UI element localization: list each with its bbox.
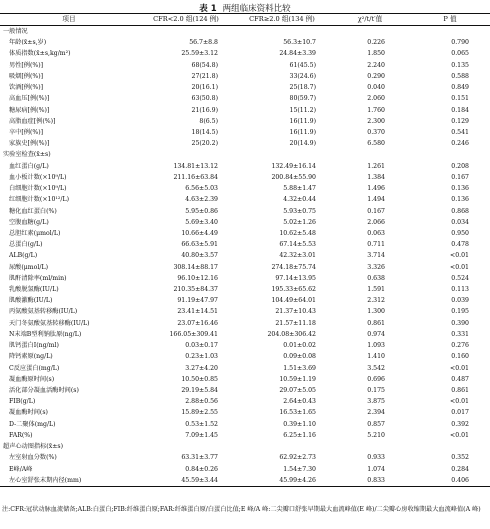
cell-p-value: 0.950 xyxy=(451,229,469,237)
cell-group-high: 21.57±11.18 xyxy=(275,319,316,327)
cell-p-value: 0.136 xyxy=(451,196,469,204)
cell-statistic: 2.060 xyxy=(367,95,385,103)
table-row xyxy=(0,82,490,93)
table-row xyxy=(0,138,490,149)
row-label: 空腹血糖(g/L) xyxy=(9,218,49,226)
cell-group-low: 23.41±14.51 xyxy=(177,308,218,316)
cell-group-low: 21(16.9) xyxy=(191,106,218,114)
cell-group-high: 2.64±0.43 xyxy=(283,398,316,406)
table-row xyxy=(0,105,490,116)
cell-p-value: 0.284 xyxy=(451,465,469,473)
cell-statistic: 0.696 xyxy=(367,375,385,383)
cell-group-low: 20(16.1) xyxy=(191,84,218,92)
table-row xyxy=(0,273,490,284)
cell-p-value: 0.331 xyxy=(451,330,469,338)
cell-group-low: 68(54.8) xyxy=(191,61,218,69)
cell-group-high: 4.32±0.44 xyxy=(283,196,316,204)
header-statistic: χ²/t/t′值 xyxy=(330,14,410,26)
row-label: 肌酐清除率(ml/min) xyxy=(9,274,67,282)
cell-p-value: 0.524 xyxy=(451,274,469,282)
table-row xyxy=(0,464,490,475)
cell-group-high xyxy=(234,26,330,38)
row-label: 体质指数(x̄±s,kg/m²) xyxy=(9,50,71,58)
row-label: 卒中[例(%)] xyxy=(9,128,44,136)
cell-p-value: <0.01 xyxy=(450,431,469,439)
cell-group-low: 96.10±12.16 xyxy=(177,274,218,282)
cell-group-high: 16(11.9) xyxy=(289,128,316,136)
table-row xyxy=(0,262,490,273)
cell-group-low xyxy=(138,26,234,38)
header-item: 项目 xyxy=(0,14,138,26)
section-row xyxy=(0,26,490,38)
row-label: 天门冬氨酸氨基转移酶(IU/L) xyxy=(9,319,90,327)
section-row xyxy=(0,149,490,160)
cell-statistic xyxy=(330,26,410,38)
row-label: 年龄(x̄±s,岁) xyxy=(9,39,47,47)
table-row xyxy=(0,396,490,407)
cell-p-value: 0.034 xyxy=(451,218,469,226)
cell-p-value: <0.01 xyxy=(450,252,469,260)
cell-p-value: 0.790 xyxy=(451,39,469,47)
cell-statistic xyxy=(330,441,410,452)
table-row xyxy=(0,116,490,127)
table-footnote: 注:CFR:冠状动脉血流储备;ALB:白蛋白;FIB:纤维蛋白原;FAR:纤维蛋白原/白蛋白比值;E 峰/A 峰:二尖瓣口舒张早期最大血流峰值(E 峰)/二尖瓣心房收缩期最大血流峰值(A 峰) xyxy=(2,506,481,513)
row-label: N末端B型利钠肽原(ng/L) xyxy=(9,330,82,338)
table-row xyxy=(0,419,490,430)
cell-group-low: 25.59±3.12 xyxy=(181,50,218,58)
cell-group-low: 0.53±1.52 xyxy=(185,420,218,428)
header-group-high: CFR≥2.0 组(134 例) xyxy=(234,14,330,26)
cell-group-high: 97.14±13.95 xyxy=(275,274,316,282)
cell-group-low: 29.19±5.84 xyxy=(181,387,218,394)
row-label: FIB(g/L) xyxy=(9,398,36,406)
cell-group-low: 63(50.8) xyxy=(191,95,218,103)
row-label: FAR(%) xyxy=(9,431,33,439)
cell-group-low: 66.63±5.91 xyxy=(181,241,218,249)
cell-group-high: 20(14.9) xyxy=(289,140,316,148)
cell-group-high: 5.02±1.26 xyxy=(283,218,316,226)
row-label: 血小板计数(×10⁹/L) xyxy=(9,173,67,181)
row-label: 活化部分凝血活酶时间(s) xyxy=(9,387,79,394)
cell-group-high: 16.53±1.65 xyxy=(279,409,316,417)
table-row xyxy=(0,194,490,205)
row-label: 左室射血分数(%) xyxy=(9,454,57,462)
table-row xyxy=(0,183,490,194)
cell-group-high: 56.3±10.7 xyxy=(283,39,316,47)
row-label: 高血压[例(%)] xyxy=(9,95,50,103)
row-label: 总胆红素(μmol/L) xyxy=(9,229,61,237)
table-row xyxy=(0,93,490,104)
cell-group-high xyxy=(234,149,330,160)
table-row xyxy=(0,363,490,374)
cell-p-value: 0.160 xyxy=(451,353,469,361)
cell-group-high: 10.59±1.19 xyxy=(279,375,316,383)
table-row xyxy=(0,48,490,59)
row-label: 肌酸激酶(IU/L) xyxy=(9,297,53,305)
cell-statistic: 1.384 xyxy=(367,173,385,181)
cell-p-value: 0.246 xyxy=(451,140,469,148)
table-row xyxy=(0,37,490,48)
table-container xyxy=(0,13,490,487)
cell-p-value: 0.541 xyxy=(451,128,469,136)
row-label: 乳酸脱氢酶(IU/L) xyxy=(9,286,59,294)
cell-group-low: 63.31±3.77 xyxy=(181,454,218,462)
table-row xyxy=(0,228,490,239)
cell-group-high: 45.99±4.26 xyxy=(234,475,330,487)
cell-statistic: 2.066 xyxy=(367,218,385,226)
cell-group-high xyxy=(234,441,330,452)
table-row xyxy=(0,60,490,71)
cell-p-value: 0.406 xyxy=(410,475,490,487)
table-body xyxy=(0,26,490,487)
cell-statistic: 0.175 xyxy=(367,387,385,394)
row-label: 总蛋白(g/L) xyxy=(9,241,43,249)
table-row xyxy=(0,71,490,82)
table-row xyxy=(0,329,490,340)
cell-p-value: 0.151 xyxy=(451,95,469,103)
table-row xyxy=(0,127,490,138)
table-row xyxy=(0,374,490,385)
cell-statistic: 0.833 xyxy=(330,475,410,487)
table-row xyxy=(0,452,490,463)
table-row xyxy=(0,407,490,418)
cell-group-low: 23.07±16.46 xyxy=(177,319,218,327)
cell-group-high: 5.93±0.75 xyxy=(283,207,316,215)
row-label: 高脂血症[例(%)] xyxy=(9,117,56,125)
cell-statistic: 2.240 xyxy=(367,61,385,69)
cell-group-high: 80(59.7) xyxy=(289,95,316,103)
cell-statistic: 1.494 xyxy=(367,196,385,204)
cell-group-low: 166.05±309.41 xyxy=(169,330,218,338)
table-row xyxy=(0,172,490,183)
cell-statistic: 0.040 xyxy=(367,84,385,92)
row-label: C反应蛋白(mg/L) xyxy=(9,364,60,372)
cell-p-value: 0.868 xyxy=(451,207,469,215)
cell-group-high: 62.92±2.73 xyxy=(279,454,316,462)
cell-group-high: 200.84±55.90 xyxy=(271,173,316,181)
table-row xyxy=(0,340,490,351)
cell-group-low xyxy=(138,441,234,452)
cell-statistic: 1.760 xyxy=(367,106,385,114)
cell-group-low: 3.27±4.20 xyxy=(185,364,218,372)
cell-statistic: 1.093 xyxy=(367,342,385,350)
cell-statistic: 0.933 xyxy=(367,454,385,462)
cell-p-value: 0.478 xyxy=(451,241,469,249)
cell-statistic: 0.226 xyxy=(367,39,385,47)
cell-statistic: 3.542 xyxy=(367,364,385,372)
cell-group-high: 274.18±75.74 xyxy=(271,263,316,271)
section-row xyxy=(0,441,490,452)
row-label: E峰/A峰 xyxy=(9,465,33,473)
cell-p-value: <0.01 xyxy=(450,263,469,271)
table-row xyxy=(0,306,490,317)
section-label: 超声心动图指标(x̄±s) xyxy=(3,443,63,451)
header-group-low: CFR<2.0 组(124 例) xyxy=(138,14,234,26)
cell-p-value: 0.588 xyxy=(451,72,469,80)
cell-statistic: 1.410 xyxy=(367,353,385,361)
cell-group-high: 33(24.6) xyxy=(289,72,316,80)
row-label: 降钙素原(ng/L) xyxy=(9,353,53,361)
row-label: 糖化血红蛋白(%) xyxy=(9,207,57,215)
cell-group-low: 25(20.2) xyxy=(191,140,218,148)
cell-p-value: <0.01 xyxy=(450,398,469,406)
cell-group-low: 5.69±3.40 xyxy=(185,218,218,226)
cell-group-high: 0.09±0.08 xyxy=(283,353,316,361)
row-label: 尿酸(μmol/L) xyxy=(9,263,48,271)
table-row xyxy=(0,318,490,329)
table-row xyxy=(0,206,490,217)
row-label: 吸烟[例(%)] xyxy=(9,72,44,80)
row-label: 左心室舒张末期内径(mm) xyxy=(0,475,138,487)
cell-statistic: 2.300 xyxy=(367,117,385,125)
cell-group-high: 67.14±5.53 xyxy=(279,241,316,249)
cell-group-high: 16(11.9) xyxy=(289,117,316,125)
cell-group-low: 6.56±5.03 xyxy=(185,185,218,193)
cell-p-value: 0.276 xyxy=(451,342,469,350)
cell-p-value: 0.017 xyxy=(451,409,469,417)
table-row xyxy=(0,217,490,228)
cell-p-value xyxy=(410,26,490,38)
cell-p-value: 0.861 xyxy=(451,387,469,394)
row-label: 家族史[例(%)] xyxy=(9,140,50,148)
cell-statistic: 0.861 xyxy=(367,319,385,327)
cell-statistic: 3.714 xyxy=(367,252,385,260)
cell-statistic: 0.063 xyxy=(367,229,385,237)
cell-group-low: 308.14±88.17 xyxy=(173,263,218,271)
header-row xyxy=(0,14,490,26)
cell-statistic: 0.638 xyxy=(367,274,385,282)
table-title: 两组临床资料比较 xyxy=(222,4,291,14)
cell-group-low: 211.16±63.84 xyxy=(173,173,218,181)
cell-group-low: 10.66±4.49 xyxy=(181,229,218,237)
row-label: ALB(g/L) xyxy=(9,252,38,260)
cell-group-low: 7.09±1.45 xyxy=(185,431,218,439)
cell-group-low: 0.03±0.17 xyxy=(185,342,218,350)
cell-group-high: 0.01±0.02 xyxy=(283,342,316,350)
cell-group-low: 210.35±84.37 xyxy=(173,286,218,294)
table-row xyxy=(0,161,490,172)
table-row xyxy=(0,475,490,487)
cell-p-value xyxy=(410,441,490,452)
cell-group-high: 21.37±10.43 xyxy=(275,308,316,316)
cell-group-high: 1.51±3.69 xyxy=(283,364,316,372)
section-label: 一般情况 xyxy=(3,28,28,35)
cell-statistic: 3.875 xyxy=(367,398,385,406)
cell-group-high: 195.33±65.62 xyxy=(271,286,316,294)
cell-statistic: 1.850 xyxy=(367,50,385,58)
cell-p-value: 0.039 xyxy=(451,297,469,305)
cell-group-low: 0.23±1.03 xyxy=(185,353,218,361)
cell-group-high: 10.62±5.48 xyxy=(279,229,316,237)
cell-p-value: 0.136 xyxy=(451,185,469,193)
cell-statistic: 0.857 xyxy=(367,420,385,428)
row-label: 红细胞计数(×10¹²/L) xyxy=(9,196,69,204)
cell-group-high: 25(18.7) xyxy=(289,84,316,92)
cell-statistic: 6.580 xyxy=(367,140,385,148)
cell-group-low: 91.19±47.97 xyxy=(177,297,218,305)
cell-group-high: 1.54±7.30 xyxy=(283,465,316,473)
cell-group-low: 134.81±13.12 xyxy=(173,162,218,170)
cell-group-low: 40.80±3.57 xyxy=(181,252,218,260)
row-label: 糖尿病[例(%)] xyxy=(9,106,50,114)
cell-p-value: 0.167 xyxy=(451,173,469,181)
table-label: 表 1 xyxy=(199,4,217,14)
cell-p-value: 0.065 xyxy=(451,50,469,58)
cell-statistic: 1.074 xyxy=(367,465,385,473)
table-row xyxy=(0,250,490,261)
section-label: 实验室检查(x̄±s) xyxy=(3,151,51,159)
cell-group-high: 104.49±64.01 xyxy=(271,297,316,305)
cell-p-value: 0.390 xyxy=(451,319,469,327)
cell-group-low: 4.63±2.39 xyxy=(185,196,218,204)
cell-statistic: 1.591 xyxy=(367,286,385,294)
cell-statistic: 1.300 xyxy=(367,308,385,316)
table-row xyxy=(0,351,490,362)
cell-statistic: 0.290 xyxy=(367,72,385,80)
cell-p-value: 0.352 xyxy=(451,454,469,462)
cell-statistic: 3.326 xyxy=(367,263,385,271)
cell-statistic: 5.210 xyxy=(367,431,385,439)
row-label: 肌钙蛋白I(ng/ml) xyxy=(9,342,59,350)
cell-group-low: 15.89±2.55 xyxy=(181,409,218,417)
cell-statistic: 2.394 xyxy=(367,409,385,417)
cell-group-high: 132.49±16.14 xyxy=(271,162,316,170)
cell-group-high: 24.84±3.39 xyxy=(279,50,316,58)
cell-group-low: 27(21.8) xyxy=(191,72,218,80)
cell-group-high: 6.25±1.16 xyxy=(283,431,316,439)
cell-statistic: 2.312 xyxy=(367,297,385,305)
table-row xyxy=(0,284,490,295)
row-label: 凝血酶原时间(s) xyxy=(9,375,55,383)
row-label: 男性[例(%)] xyxy=(9,61,44,69)
cell-p-value: 0.487 xyxy=(451,375,469,383)
cell-group-high: 61(45.5) xyxy=(289,61,316,69)
cell-group-low: 18(14.5) xyxy=(191,128,218,136)
cell-statistic: 0.370 xyxy=(367,128,385,136)
row-label: 白细胞计数(×10⁹/L) xyxy=(9,185,67,193)
cell-statistic: 0.974 xyxy=(367,330,385,338)
cell-p-value: 0.113 xyxy=(451,286,469,294)
cell-statistic: 1.496 xyxy=(367,185,385,193)
cell-p-value: 0.135 xyxy=(451,61,469,69)
row-label: 饮酒[例(%)] xyxy=(9,84,44,92)
table-row xyxy=(0,239,490,250)
cell-statistic: 0.167 xyxy=(367,207,385,215)
cell-group-low: 0.84±0.26 xyxy=(185,465,218,473)
row-label: 凝血酶时间(s) xyxy=(9,409,48,417)
cell-group-low: 10.50±0.85 xyxy=(181,375,218,383)
cell-p-value xyxy=(410,149,490,160)
cell-p-value: 0.184 xyxy=(451,106,469,114)
cell-group-high: 42.32±3.01 xyxy=(279,252,316,260)
header-p-value: P 值 xyxy=(410,14,490,26)
cell-group-low: 56.7±8.8 xyxy=(189,39,218,47)
cell-p-value: 0.392 xyxy=(451,420,469,428)
table-row xyxy=(0,295,490,306)
row-label: 丙氨酸氨基转移酶(IU/L) xyxy=(9,308,78,316)
cell-group-low: 8(6.5) xyxy=(199,117,218,125)
cell-p-value: <0.01 xyxy=(450,364,469,372)
cell-p-value: 0.849 xyxy=(451,84,469,92)
table-row xyxy=(0,430,490,441)
comparison-table xyxy=(0,13,490,487)
cell-group-high: 0.39±1.10 xyxy=(283,420,316,428)
cell-group-high: 5.88±1.47 xyxy=(283,185,316,193)
cell-group-low: 2.88±0.56 xyxy=(185,398,218,406)
row-label: 血红蛋白(g/L) xyxy=(9,162,49,170)
cell-group-low xyxy=(138,149,234,160)
cell-group-low: 5.95±0.86 xyxy=(185,207,218,215)
cell-group-low: 45.59±3.44 xyxy=(138,475,234,487)
cell-p-value: 0.195 xyxy=(451,308,469,316)
table-row xyxy=(0,385,490,396)
cell-group-high: 15(11.2) xyxy=(289,106,316,114)
cell-statistic: 1.261 xyxy=(367,162,385,170)
cell-statistic: 0.711 xyxy=(367,241,385,249)
cell-group-high: 204.08±306.42 xyxy=(267,330,316,338)
cell-p-value: 0.129 xyxy=(451,117,469,125)
row-label: D-二聚体(mg/L) xyxy=(9,420,56,428)
cell-group-high: 29.07±5.05 xyxy=(279,387,316,394)
cell-p-value: 0.208 xyxy=(451,162,469,170)
cell-statistic xyxy=(330,149,410,160)
